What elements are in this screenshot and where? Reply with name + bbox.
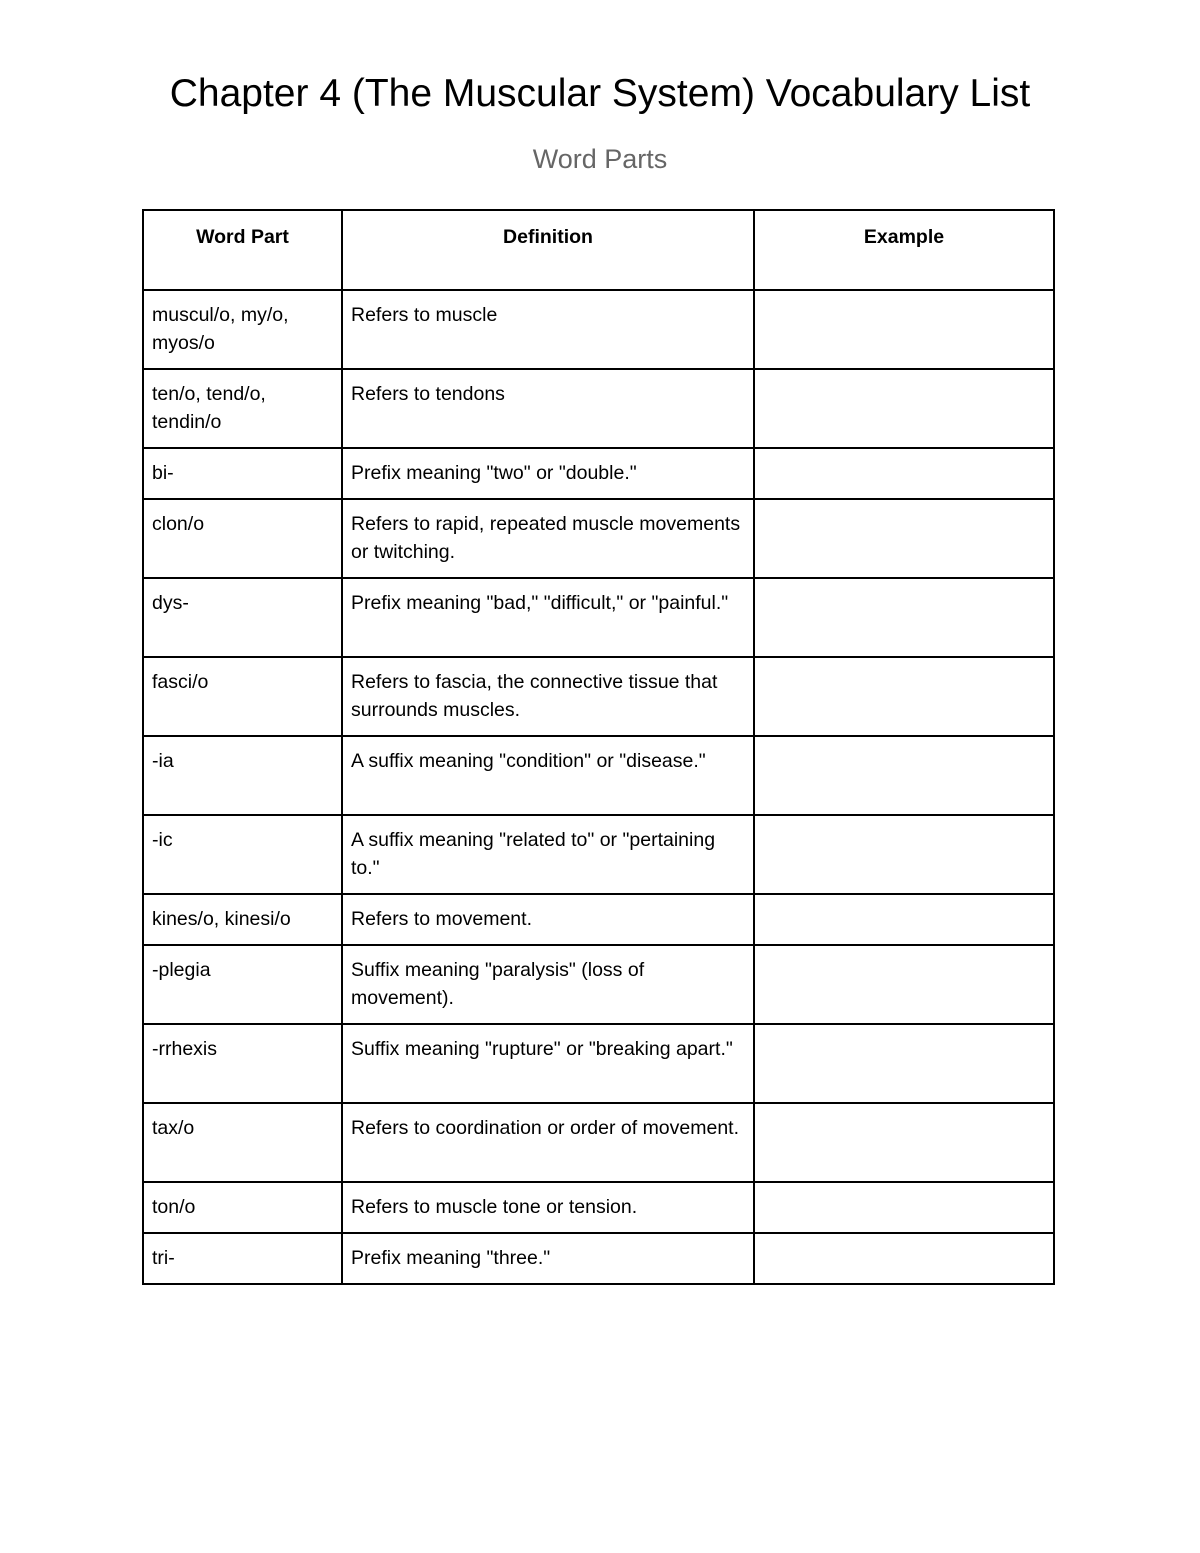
- table-row: [143, 578, 1054, 657]
- example-cell: [754, 290, 1054, 369]
- example-cell: [754, 894, 1054, 945]
- word-part-cell: clon/o: [143, 499, 342, 578]
- example-cell: [754, 657, 1054, 736]
- definition-cell: Refers to fascia, the connective tissue that surrounds muscles.: [342, 657, 754, 736]
- definition-cell: Refers to muscle: [342, 290, 754, 369]
- definition-cell: A suffix meaning "related to" or "pertaining to.": [342, 815, 754, 894]
- page-title: Chapter 4 (The Muscular System) Vocabulary List: [169, 72, 1031, 115]
- word-part-cell: -rrhexis: [143, 1024, 342, 1103]
- example-cell: [754, 1103, 1054, 1182]
- table-row: [143, 657, 1054, 736]
- example-cell: [754, 1233, 1054, 1284]
- table-row: [143, 499, 1054, 578]
- table-row: [143, 448, 1054, 499]
- table-row: [143, 369, 1054, 448]
- definition-cell: Prefix meaning "three.": [342, 1233, 754, 1284]
- example-cell: [754, 578, 1054, 657]
- table-row: [143, 736, 1054, 815]
- header-word-part: Word Part: [143, 210, 342, 290]
- definition-cell: Refers to coordination or order of movement.: [342, 1103, 754, 1182]
- table-row: [143, 1103, 1054, 1182]
- word-part-cell: ten/o, tend/o, tendin/o: [143, 369, 342, 448]
- header-definition: Definition: [342, 210, 754, 290]
- definition-cell: Suffix meaning "rupture" or "breaking apart.": [342, 1024, 754, 1103]
- example-cell: [754, 499, 1054, 578]
- table-row: [143, 815, 1054, 894]
- example-cell: [754, 736, 1054, 815]
- table-row: [143, 894, 1054, 945]
- word-part-cell: muscul/o, my/o, myos/o: [143, 290, 342, 369]
- word-part-cell: -ia: [143, 736, 342, 815]
- word-part-cell: tri-: [143, 1233, 342, 1284]
- definition-cell: A suffix meaning "condition" or "disease.": [342, 736, 754, 815]
- definition-cell: Refers to muscle tone or tension.: [342, 1182, 754, 1233]
- example-cell: [754, 448, 1054, 499]
- table-row: [143, 290, 1054, 369]
- word-part-cell: fasci/o: [143, 657, 342, 736]
- example-cell: [754, 815, 1054, 894]
- table-row: [143, 1024, 1054, 1103]
- table-row: [143, 1182, 1054, 1233]
- header-example: Example: [754, 210, 1054, 290]
- definition-cell: Prefix meaning "two" or "double.": [342, 448, 754, 499]
- word-part-cell: bi-: [143, 448, 342, 499]
- word-part-cell: tax/o: [143, 1103, 342, 1182]
- word-part-cell: kines/o, kinesi/o: [143, 894, 342, 945]
- vocabulary-table: [142, 209, 1055, 1285]
- definition-cell: Prefix meaning "bad," "difficult," or "painful.": [342, 578, 754, 657]
- table-header-row: [143, 210, 1054, 290]
- word-part-cell: dys-: [143, 578, 342, 657]
- definition-cell: Refers to tendons: [342, 369, 754, 448]
- definition-cell: Refers to movement.: [342, 894, 754, 945]
- table-row: [143, 1233, 1054, 1284]
- word-part-cell: ton/o: [143, 1182, 342, 1233]
- definition-cell: Refers to rapid, repeated muscle movements or twitching.: [342, 499, 754, 578]
- page-subtitle: Word Parts: [532, 144, 668, 174]
- example-cell: [754, 945, 1054, 1024]
- example-cell: [754, 1024, 1054, 1103]
- example-cell: [754, 1182, 1054, 1233]
- word-part-cell: -plegia: [143, 945, 342, 1024]
- definition-cell: Suffix meaning "paralysis" (loss of movement).: [342, 945, 754, 1024]
- example-cell: [754, 369, 1054, 448]
- word-part-cell: -ic: [143, 815, 342, 894]
- table-row: [143, 945, 1054, 1024]
